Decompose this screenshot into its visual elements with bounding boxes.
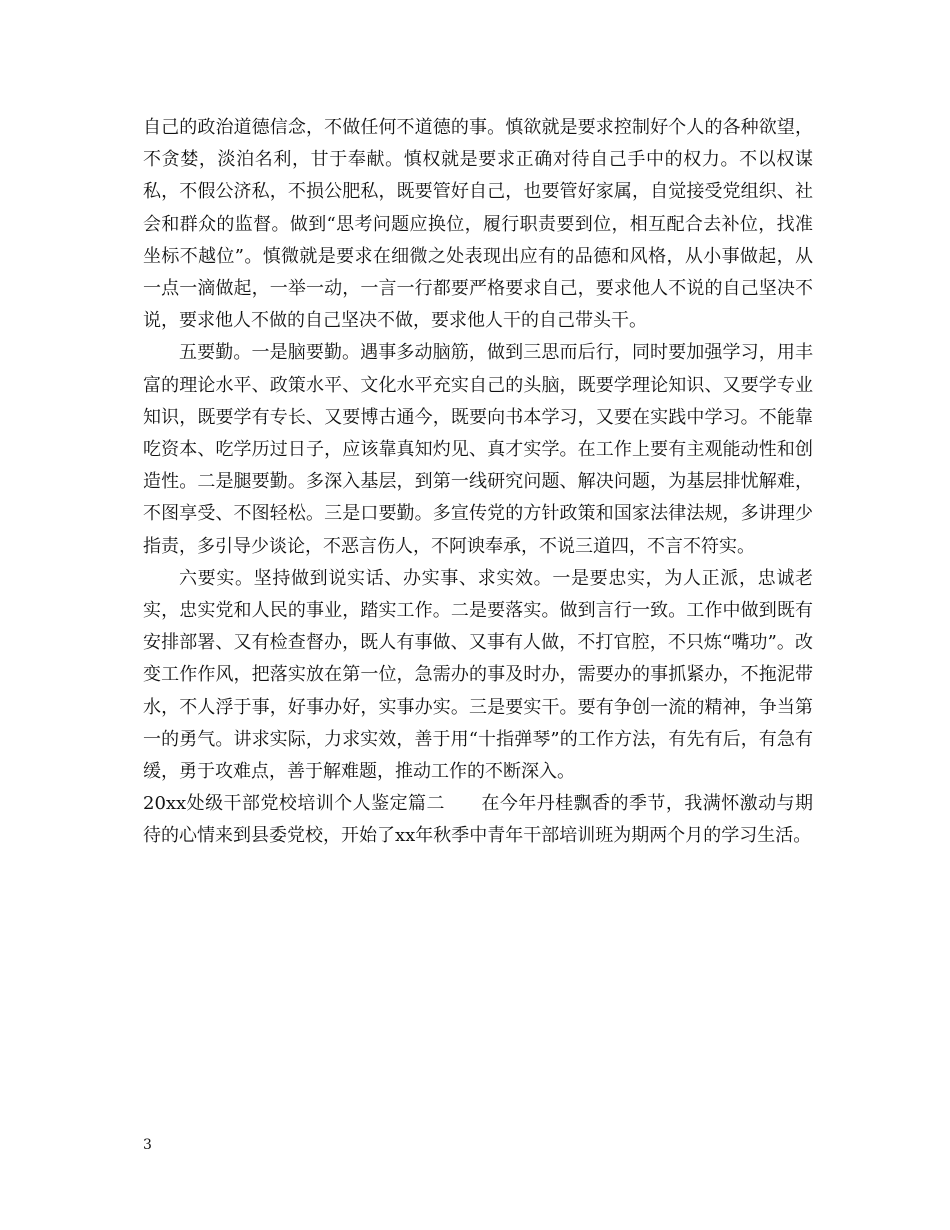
section-intro-text: 在今年丹桂飘香的季节，我满怀激动与期待的心情来到县委党校，开始了xx年秋季中青年干部培训班为期两个月的学习生活。 <box>143 793 813 847</box>
section-title: 20xx处级干部党校培训个人鉴定篇二 <box>143 793 445 815</box>
paragraph-wu-yao-qin: 五要勤。一是脑要勤。遇事多动脑筋，做到三思而后行，同时要加强学习，用丰富的理论水平、政策水平、文化水平充实自己的头脑，既要学理论知识、又要学专业知识，既要学有专长、又要博古通今，既要向书本学习，又要在实践中学习。不能靠吃资本、吃学历过日子，应该靠真知灼见、真才实学。在工作上要有主观能动性和创造性。二是腿要勤。多深入基层，到第一线研究问题、解决问题，为基层排忧解难，不图享受、不图轻松。三是口要勤。多宣传党的方针政策和国家法律法规，多讲理少指责，多引导少谈论，不恶言伤人，不阿谀奉承，不说三道四，不言不符实。 <box>143 342 813 557</box>
document-body <box>143 112 813 853</box>
page-number: 3 <box>143 1137 152 1153</box>
section-start <box>143 788 813 852</box>
paragraph-liu-yao-shi: 六要实。坚持做到说实话、办实事、求实效。一是要忠实，为人正派，忠诚老实，忠实党和人民的事业，踏实工作。二是要落实。做到言行一致。工作中做到既有安排部署、又有检查督办，既人有事做、又事有人做，不打官腔，不只炼“嘴功”。改变工作作风，把落实放在第一位，急需办的事及时办，需要办的事抓紧办，不拖泥带水，不人浮于事，好事办好，实事办实。三是要实干。要有争创一流的精神，争当第一的勇气。讲求实际，力求实效，善于用“十指弹琴”的工作方法，有先有后，有急有缓，勇于攻难点，善于解难题，推动工作的不断深入。 <box>143 567 813 783</box>
paragraph-continuation: 自己的政治道德信念，不做任何不道德的事。慎欲就是要求控制好个人的各种欲望，不贪婪，淡泊名利，甘于奉献。慎权就是要求正确对待自己手中的权力。不以权谋私，不假公济私，不损公肥私，既要管好自己，也要管好家属，自觉接受党组织、社会和群众的监督。做到“思考问题应换位，履行职责要到位，相互配合去补位，找准坐标不越位”。慎微就是要求在细微之处表现出应有的品德和风格，从小事做起，从一点一滴做起，一举一动，一言一行都要严格要求自己，要求他人不说的自己坚决不说，要求他人不做的自己坚决不做，要求他人干的自己带头干。 <box>143 117 813 332</box>
